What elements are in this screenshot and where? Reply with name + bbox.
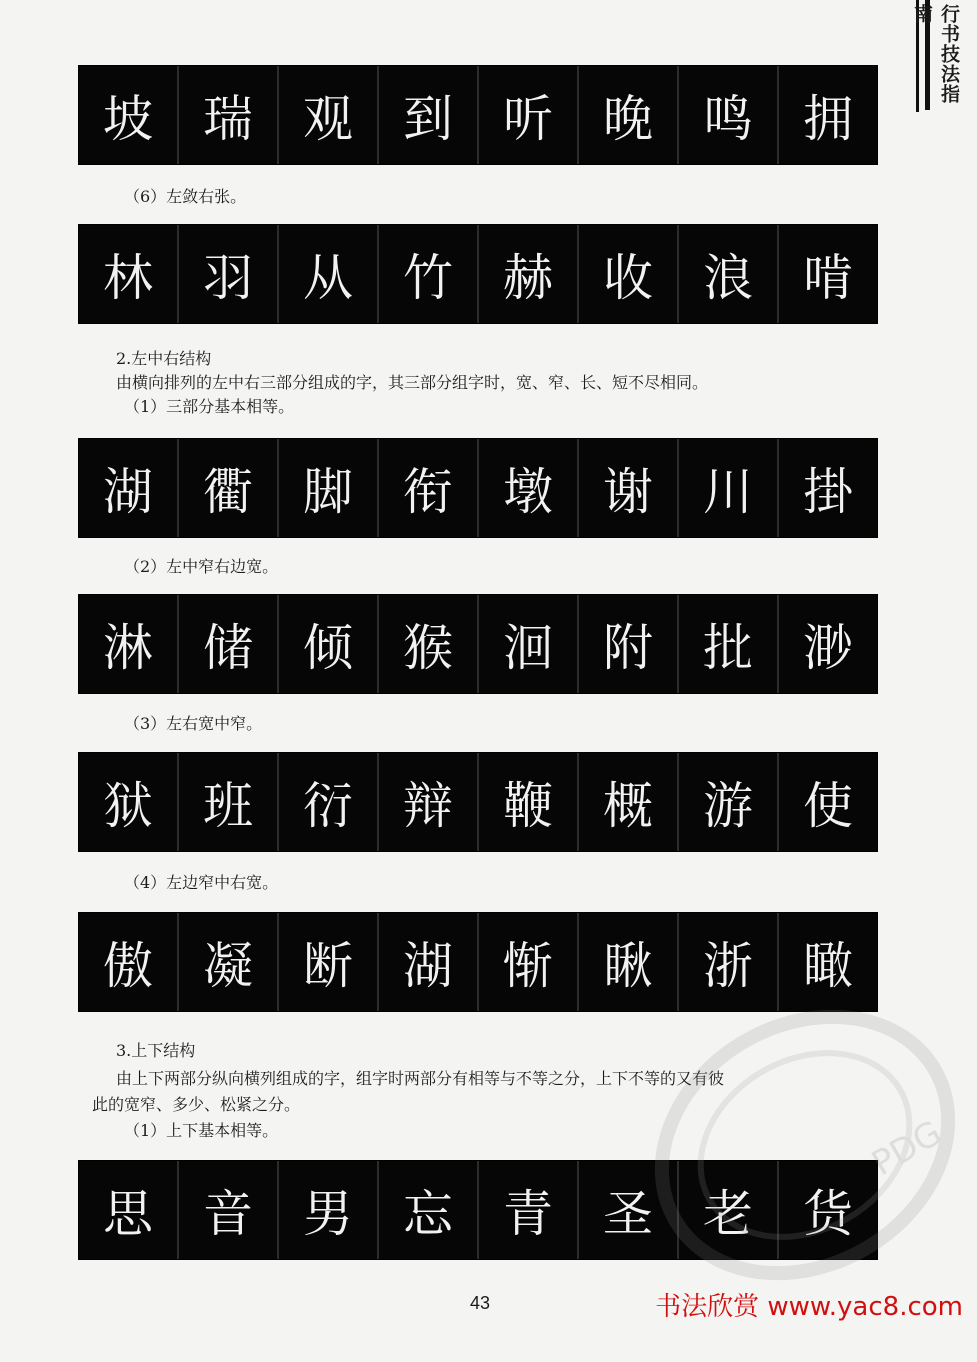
character-cell: 鸣 — [679, 66, 779, 164]
section-subheading: （4）左边窄中右宽。 — [124, 873, 279, 892]
character-cell: 辩 — [379, 753, 479, 851]
character-cell: 赫 — [479, 225, 579, 323]
character-cell: 川 — [679, 439, 779, 537]
section-subheading: （3）左右宽中窄。 — [124, 714, 263, 733]
character-strip — [78, 65, 878, 165]
character-cell: 羽 — [179, 225, 279, 323]
character-cell: 掛 — [803, 463, 853, 521]
section-subheading: （6）左敛右张。 — [124, 187, 247, 206]
character-cell: 浪 — [679, 225, 779, 323]
body-text: 由横向排列的左中右三部分组成的字，其三部分组字时，宽、窄、长、短不尽相同。 — [116, 373, 709, 392]
character-cell: 老 — [679, 1161, 779, 1259]
section-heading: 2.左中右结构 — [116, 349, 212, 368]
character-cell: 凝 — [179, 913, 279, 1011]
page-number: 43 — [469, 1293, 491, 1313]
character-cell: 晚 — [579, 66, 679, 164]
character-cell: 附 — [579, 595, 679, 693]
body-text: 此的宽窄、多少、松紧之分。 — [92, 1095, 301, 1114]
character-cell: 猴 — [379, 595, 479, 693]
character-cell: 班 — [179, 753, 279, 851]
character-cell: 湖 — [79, 439, 179, 537]
character-cell: 观 — [279, 66, 379, 164]
character-cell: 货 — [803, 1185, 853, 1243]
character-cell: 男 — [279, 1161, 379, 1259]
character-cell: 瞅 — [579, 913, 679, 1011]
character-cell: 啃 — [803, 249, 853, 307]
section-subheading: （1）上下基本相等。 — [124, 1121, 279, 1140]
character-cell: 衢 — [179, 439, 279, 537]
character-cell: 衍 — [279, 753, 379, 851]
section-subheading: （2）左中窄右边宽。 — [124, 557, 279, 576]
character-cell: 听 — [479, 66, 579, 164]
side-tab — [911, 0, 977, 112]
section-heading: 3.上下结构 — [116, 1041, 196, 1060]
character-cell: 傲 — [79, 913, 179, 1011]
character-cell: 瑞 — [179, 66, 279, 164]
character-cell: 洄 — [479, 595, 579, 693]
character-cell: 收 — [579, 225, 679, 323]
section-subheading: （1）三部分基本相等。 — [124, 397, 295, 416]
character-cell: 断 — [279, 913, 379, 1011]
character-strip — [78, 594, 878, 694]
character-cell: 墩 — [479, 439, 579, 537]
character-cell: 浙 — [679, 913, 779, 1011]
seal-text: PDG — [865, 1112, 949, 1185]
character-cell: 惭 — [479, 913, 579, 1011]
character-cell: 到 — [379, 66, 479, 164]
character-cell: 忘 — [379, 1161, 479, 1259]
character-cell: 坡 — [79, 66, 179, 164]
character-cell: 淋 — [79, 595, 179, 693]
character-strip — [78, 438, 878, 538]
character-cell: 衔 — [379, 439, 479, 537]
character-cell: 鞭 — [479, 753, 579, 851]
character-cell: 音 — [179, 1161, 279, 1259]
character-cell: 圣 — [579, 1161, 679, 1259]
character-cell: 湖 — [379, 913, 479, 1011]
character-cell: 游 — [679, 753, 779, 851]
character-cell: 拥 — [803, 90, 853, 148]
side-tab-label: 行书技法指南 — [911, 4, 960, 104]
character-cell: 批 — [679, 595, 779, 693]
character-cell: 概 — [579, 753, 679, 851]
character-cell: 林 — [79, 225, 179, 323]
character-strip — [78, 224, 878, 324]
site-watermark: 书法欣赏 www.yac8.com — [655, 1292, 963, 1322]
character-cell: 从 — [279, 225, 379, 323]
character-cell: 瞰 — [803, 937, 853, 995]
character-cell: 使 — [803, 777, 853, 835]
character-cell: 渺 — [803, 619, 853, 677]
character-cell: 谢 — [579, 439, 679, 537]
body-text: 由上下两部分纵向横列组成的字，组字时两部分有相等与不等之分，上下不等的又有彼 — [116, 1069, 725, 1088]
character-cell: 脚 — [279, 439, 379, 537]
character-cell: 竹 — [379, 225, 479, 323]
character-cell: 青 — [479, 1161, 579, 1259]
character-strip — [78, 752, 878, 852]
character-cell: 储 — [179, 595, 279, 693]
character-cell: 思 — [79, 1161, 179, 1259]
character-cell: 倾 — [279, 595, 379, 693]
character-cell: 狱 — [79, 753, 179, 851]
